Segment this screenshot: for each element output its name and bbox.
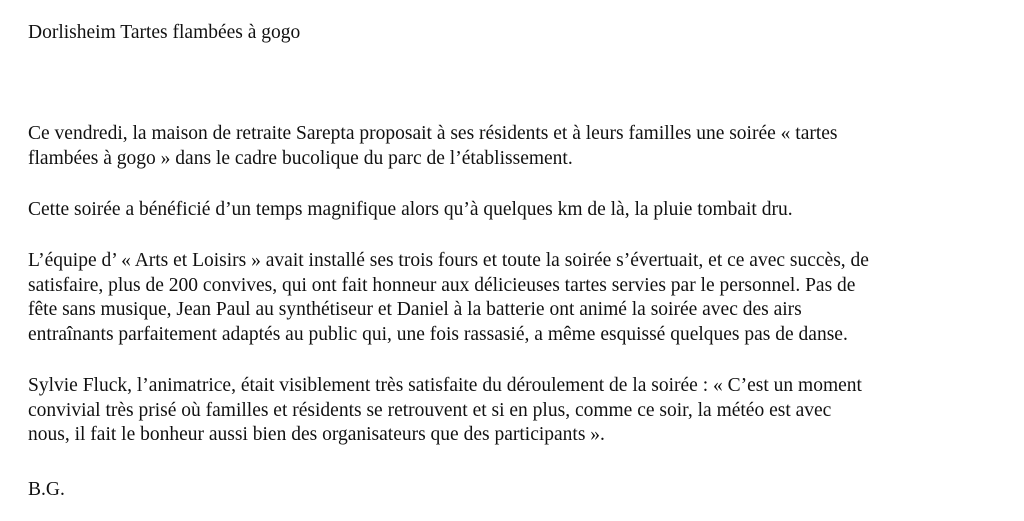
text-line: satisfaire, plus de 200 convives, qui ont fait honneur aux délicieuses tartes servies par le personnel. Pas de: [28, 274, 856, 296]
text-line: L’équipe d’ « Arts et Loisirs » avait installé ses trois fours et toute la soirée s’évertuait, et ce avec succès, de: [28, 250, 869, 271]
text-line: Cette soirée a bénéficié d’un temps magnifique alors qu’à quelques km de là, la pluie tombait dru.: [28, 199, 793, 220]
signature-text: B.G.: [28, 479, 65, 500]
text-line: fête sans musique, Jean Paul au synthétiseur et Daniel à la batterie ont animé la soirée avec des airs: [28, 299, 802, 320]
paragraph-weather: [28, 198, 1008, 223]
paragraph-intro: [28, 122, 1008, 171]
article-title: Dorlisheim Tartes flambées à gogo: [28, 22, 301, 43]
text-line: flambées à gogo » dans le cadre bucolique du parc de l’établissement.: [28, 147, 573, 169]
paragraph-team: [28, 249, 1008, 347]
text-line: entraînants parfaitement adaptés au public qui, une fois rassasié, a même esquissé quelques pas de danse.: [28, 323, 848, 345]
text-line: convivial très prisé où familles et résidents se retrouvent et si en plus, comme ce soir, la météo est avec: [28, 399, 832, 421]
signature: [28, 478, 1008, 503]
text-line: Ce vendredi, la maison de retraite Sarepta proposait à ses résidents et à leurs familles une soirée « tartes: [28, 123, 838, 144]
text-line: Sylvie Fluck, l’animatrice, était visiblement très satisfaite du déroulement de la soirée : « C’est un moment: [28, 375, 862, 396]
text-line: nous, il fait le bonheur aussi bien des organisateurs que des participants ».: [28, 424, 605, 445]
paragraph-quote: [28, 374, 1008, 448]
